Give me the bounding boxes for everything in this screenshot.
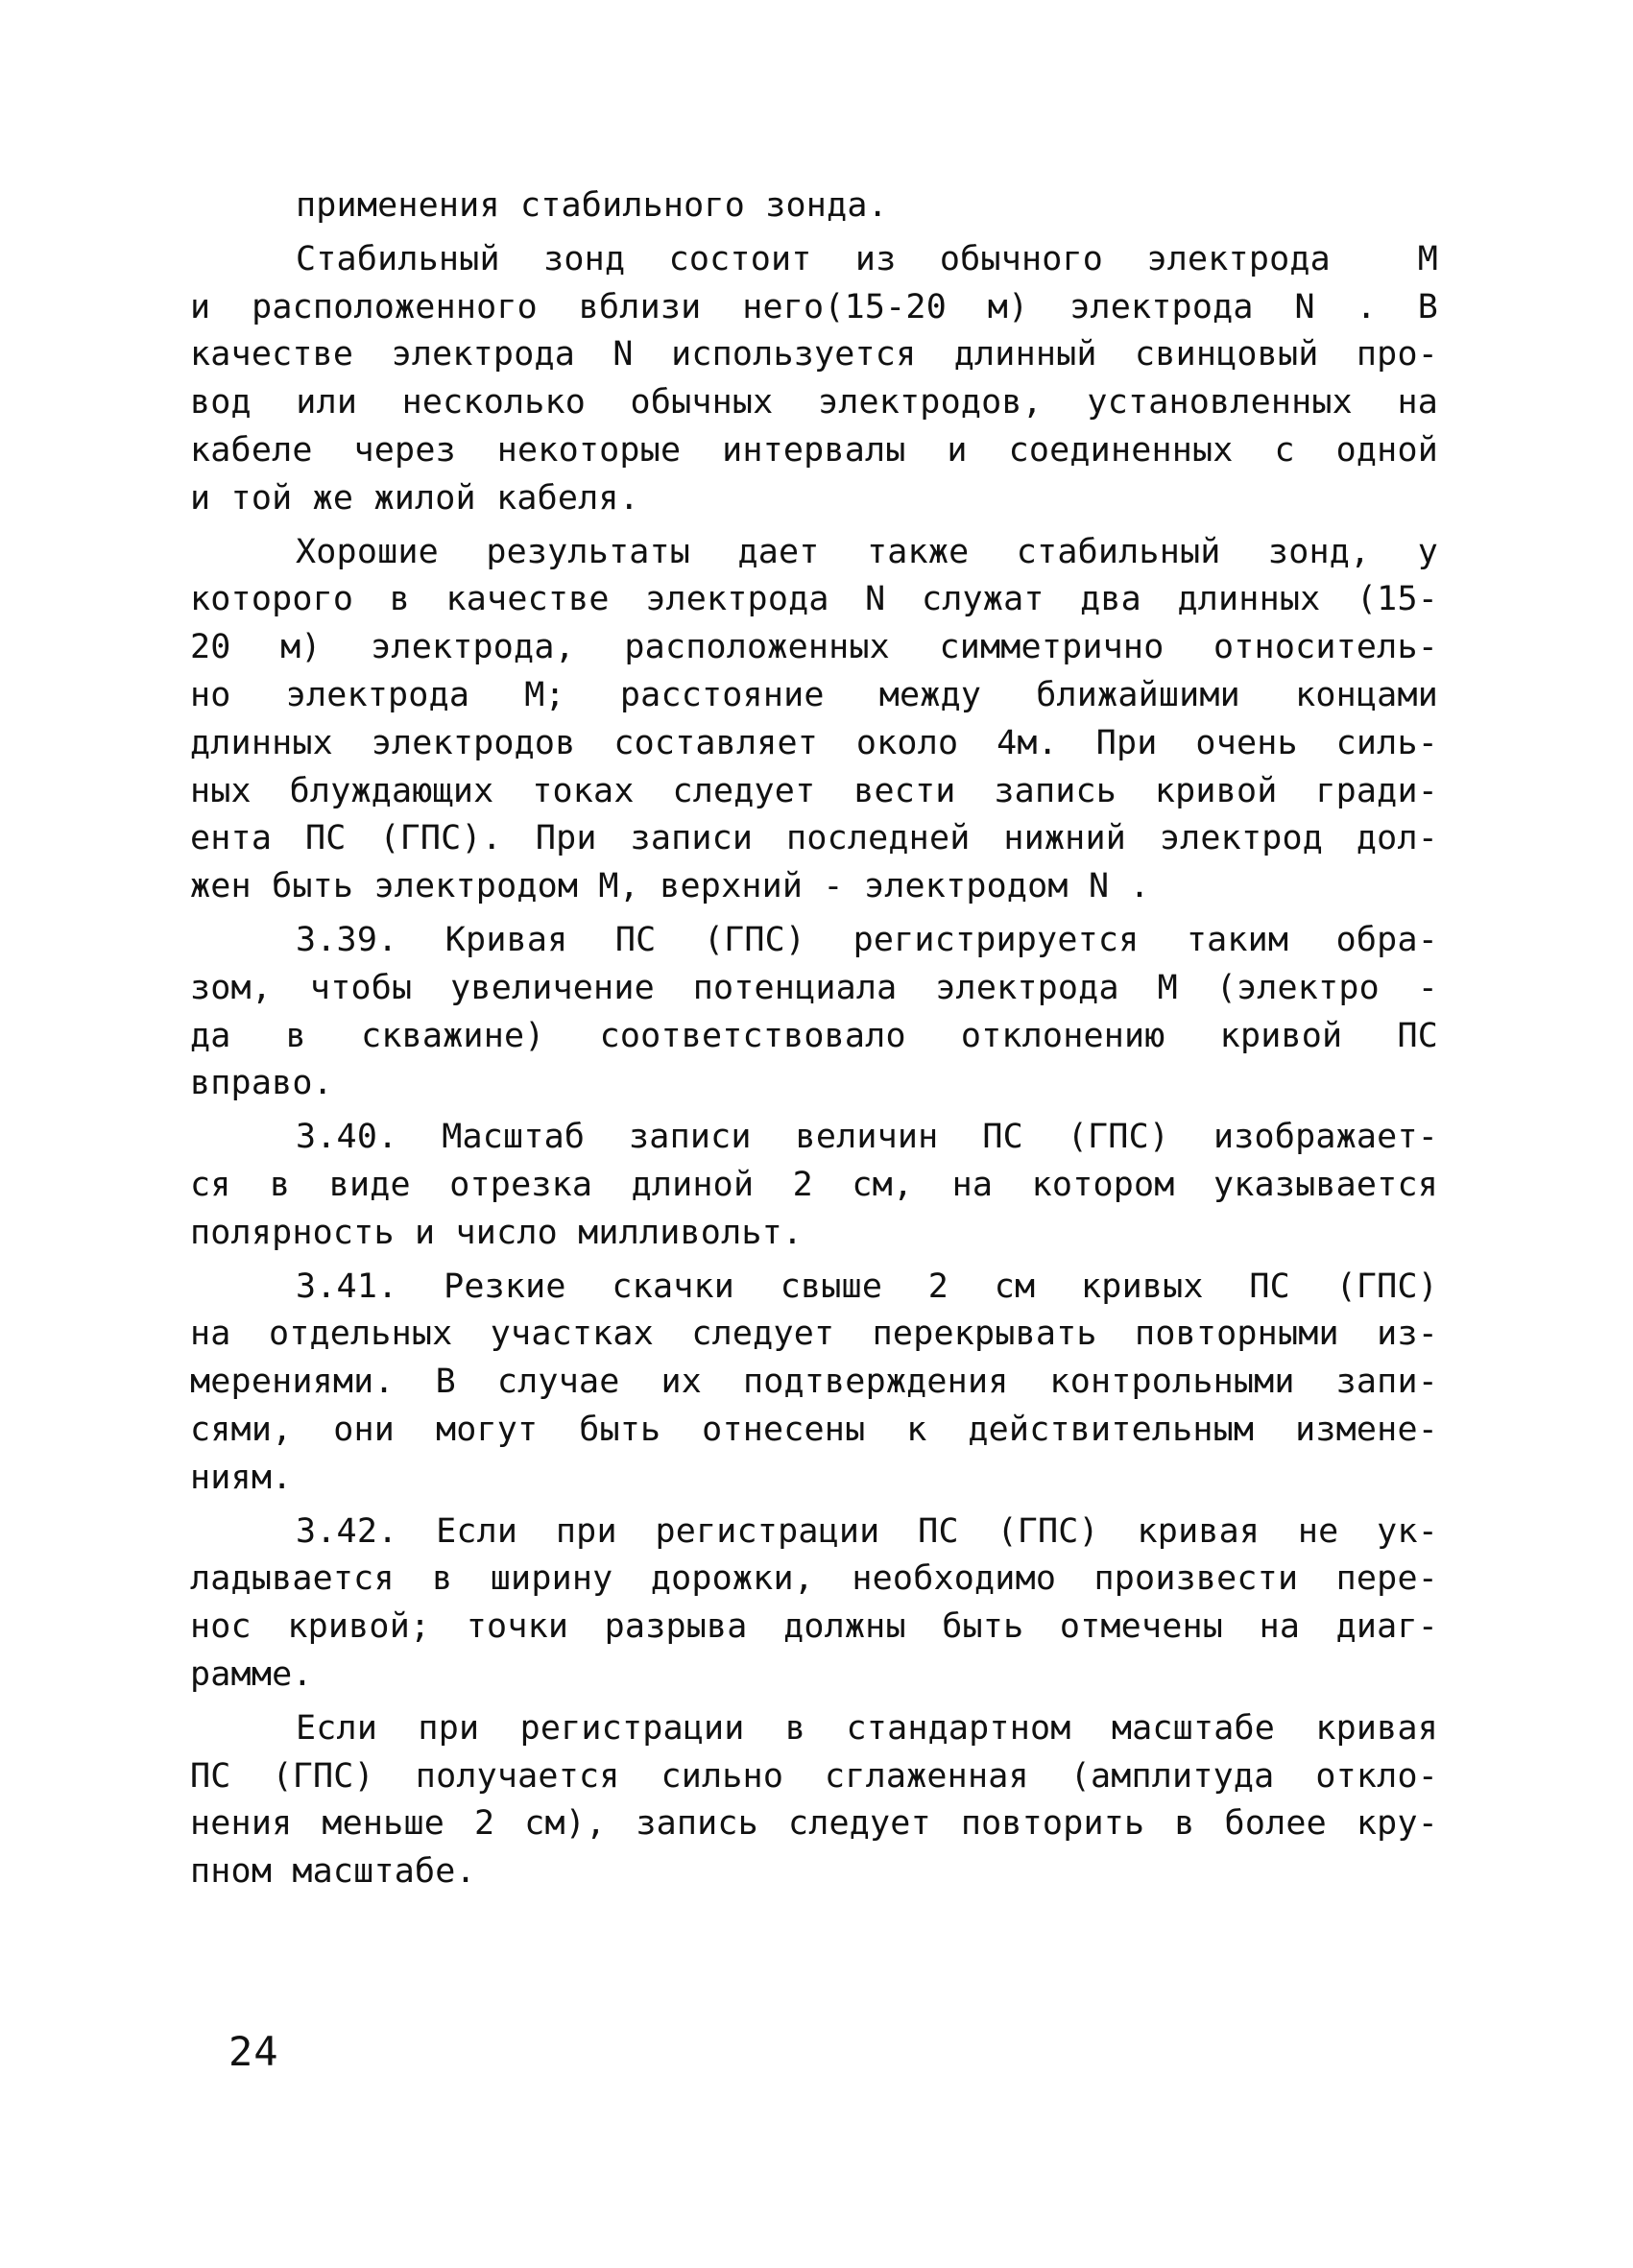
paragraph [190, 1705, 1438, 1896]
text-line: 3.42. Если при регистрации ПС (ГПС) кривая не ук- [296, 1511, 1438, 1551]
paragraph [190, 1508, 1438, 1700]
text-line: кабеле через некоторые интервалы и соединенных с одной [190, 430, 1438, 470]
text-line: жен быть электродом М, верхний - электродом N . [190, 867, 1150, 906]
text-line: нос кривой; точки разрыва должны быть отмечены на диаг- [190, 1607, 1438, 1647]
text-line: мерениями. В случае их подтверждения контрольными запи- [190, 1363, 1438, 1402]
text-line: полярность и число милливольт. [190, 1213, 804, 1252]
body-text [190, 182, 1438, 1902]
paragraph [190, 182, 1438, 230]
text-line: и расположенного вблизи него(15-20 м) электрода N . В [190, 287, 1438, 326]
text-line: ента ПС (ГПС). При записи последней нижний электрод дол- [190, 819, 1438, 858]
text-line: вод или несколько обычных электродов, установленных на [190, 383, 1438, 422]
text-line: 3.41. Резкие скачки свыше 2 см кривых ПС (ГПС) [296, 1267, 1438, 1306]
text-line: длинных электродов составляет около 4м. При очень силь- [190, 723, 1438, 762]
text-line: вправо. [190, 1064, 333, 1103]
text-line: нения меньше 2 см), запись следует повторить в более кру- [190, 1804, 1438, 1844]
text-line: ся в виде отрезка длиной 2 см, на котором указывается [190, 1165, 1438, 1204]
paragraph [190, 1264, 1438, 1503]
text-line: Стабильный зонд состоит из обычного электрода М [296, 239, 1438, 278]
text-line: ладывается в ширину дорожки, необходимо произвести пере- [190, 1559, 1438, 1599]
text-line: 3.40. Масштаб записи величин ПС (ГПС) изображает- [296, 1118, 1438, 1157]
text-line: ПС (ГПС) получается сильно сглаженная (амплитуда откло- [190, 1756, 1438, 1796]
text-line: 20 м) электрода, расположенных симметрично относитель- [190, 628, 1438, 667]
text-line: которого в качестве электрода N служат два длинных (15- [190, 580, 1438, 619]
text-line: Хорошие результаты дает также стабильный зонд, у [296, 532, 1438, 571]
text-line: ных блуждающих токах следует вести запись кривой гради- [190, 771, 1438, 810]
text-line: Если при регистрации в стандартном масштабе кривая [296, 1708, 1438, 1748]
text-line: да в скважине) соответствовало отклонению кривой ПС [190, 1016, 1438, 1055]
page-number: 24 [228, 2028, 279, 2075]
text-line: рамме. [190, 1654, 313, 1694]
text-line: пном масштабе. [190, 1852, 476, 1892]
text-line: зом, чтобы увеличение потенциала электрода М (электро - [190, 968, 1438, 1007]
text-line: 3.39. Кривая ПС (ГПС) регистрируется таким обра- [296, 920, 1438, 959]
paragraph [190, 236, 1438, 523]
text-line: на отдельных участках следует перекрывать повторными из- [190, 1315, 1438, 1354]
text-line: сями, они могут быть отнесены к действительным измене- [190, 1410, 1438, 1449]
paragraph [190, 529, 1438, 911]
text-line: но электрода М; расстояние между ближайшими концами [190, 675, 1438, 714]
paragraph [190, 917, 1438, 1108]
text-line: применения стабильного зонда. [296, 186, 888, 225]
text-line: и той же жилой кабеля. [190, 478, 639, 518]
text-line: ниям. [190, 1458, 293, 1497]
paragraph [190, 1114, 1438, 1257]
text-line: качестве электрода N используется длинный свинцовый про- [190, 335, 1438, 374]
